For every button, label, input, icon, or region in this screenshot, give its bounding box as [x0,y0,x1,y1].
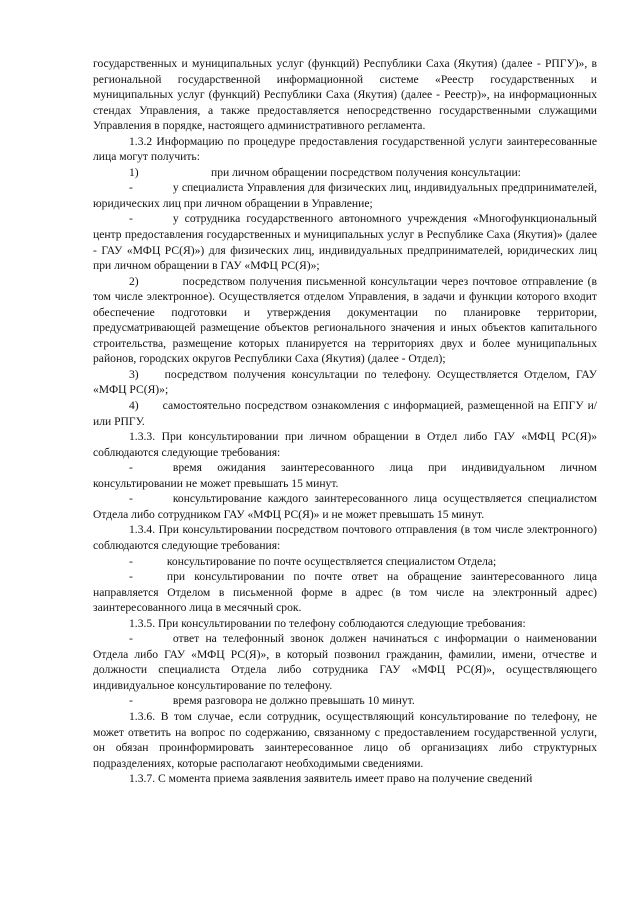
list-item-2 [93,274,597,367]
bullet-text: при консультировании по почте ответ на обращение заинтересованного лица направляется Отделом в письменной форме в адрес (в том числе на электронный адрес) заинтересованного лица в месячный срок. [93,570,597,615]
bullet-item [93,554,597,570]
list-marker: 3) [129,367,139,381]
bullet-marker: - [129,492,133,506]
bullet-text: время ожидания заинтересованного лица при индивидуальном личном консультировании не может превышать 15 минут. [93,461,597,490]
paragraph-1-3-6: 1.3.6. В том случае, если сотрудник, осуществляющий консультирование по телефону, не может ответить на вопрос по содержанию, связанному с предоставлением государственной услуги, он обязан проинформировать заинтересованное лицо об организациях либо структурных подразделениях, которые располагают необходимыми сведениями. [93,709,597,770]
bullet-text: время разговора не должно превышать 10 минут. [172,694,415,708]
bullet-marker: - [129,632,133,646]
paragraph-1-3-5: 1.3.5. При консультировании по телефону соблюдаются следующие требования: [129,616,526,630]
list-item-3 [93,367,597,398]
paragraph-1-3-4: 1.3.4. При консультировании посредством почтового отправления (в том числе электронного) соблюдаются следующие требования: [93,523,597,552]
bullet-item [93,460,597,491]
bullet-marker: - [129,554,133,568]
bullet-item [93,211,597,273]
bullet-text: ответ на телефонный звонок должен начинаться с информации о наименовании Отдела либо ГАУ «МФЦ РС(Я)», в который позвонил гражданин, фамилии, имени, отчестве и должности специалиста Отдела либо сотрудника ГАУ «МФЦ РС(Я)», осуществляющего индивидуальное консультирование по телефону. [93,632,597,692]
bullet-text: у сотрудника государственного автономного учреждения «Многофункциональный центр предоставления государственных и муниципальных услуг в Республике Саха (Якутия)» (далее - ГАУ «МФЦ РС(Я)») для физических лиц, индивидуальных предпринимателей, юридических лиц при личном обращении в ГАУ «МФЦ РС(Я)»; [93,212,597,273]
bullet-text: у специалиста Управления для физических лиц, индивидуальных предпринимателей, юридических лиц при личном обращении в Управление; [93,181,597,210]
bullet-item [93,180,597,211]
list-item-4 [93,398,597,429]
list-marker: 1) [129,165,139,179]
paragraph-1-3-7: 1.3.7. С момента приема заявления заявитель имеет право на получение сведений [129,772,533,786]
paragraph-1-3-3: 1.3.3. При консультировании при личном обращении в Отдел либо ГАУ «МФЦ РС(Я)» соблюдаются следующие требования: [93,430,597,459]
list-item-text: самостоятельно посредством ознакомления с информацией, размещенной на ЕПГУ и/или РПГУ. [93,399,597,428]
list-item-text: при личном обращении посредством получения консультации: [211,165,521,179]
bullet-marker: - [129,461,133,475]
bullet-marker: - [129,212,133,226]
list-item-text: посредством получения консультации по телефону. Осуществляется Отделом, ГАУ «МФЦ РС(Я)»; [93,367,597,397]
bullet-item [93,491,597,522]
document-body [93,56,597,787]
bullet-text: консультирование по почте осуществляется специалистом Отдела; [166,554,497,568]
paragraph-intro: государственных и муниципальных услуг (функций) Республики Саха (Якутия) (далее - РПГУ)», в региональной государственной информационной системе «Реестр государственных и муниципальных услуг (функций) Республики Саха (Якутия) (далее - Реестр)», на информационных стендах Управления, а также предоставляется непосредственно государственными служащими Управления в порядке, настоящего административного регламента. [93,57,597,133]
bullet-item [93,693,597,709]
bullet-text: консультирование каждого заинтересованного лица осуществляется специалистом Отдела либо сотрудником ГАУ «МФЦ РС(Я)» и не может превышать 15 минут. [93,492,597,521]
bullet-item [93,631,597,693]
list-marker: 2) [129,274,139,288]
bullet-marker: - [129,570,133,584]
list-item-1 [93,165,597,181]
bullet-item [93,569,597,616]
list-item-text: посредством получения письменной консультации через почтовое отправление (в том числе электронное). Осуществляется отделом Управления, в задачи и функции которого входит обеспечение подготовки и утверждения документации по планировке территории, предусматривающей размещение объектов регионального значения и иных объектов капитального строительства, размещение которых планируется на территориях двух и более муниципальных районов, городских округов Республики Саха (Якутия) (далее - Отдел); [93,274,597,366]
paragraph-1-3-2: 1.3.2 Информацию по процедуре предоставления государственной услуги заинтересованные лица могут получить: [93,134,597,164]
bullet-marker: - [129,694,133,708]
bullet-marker: - [129,181,133,195]
list-marker: 4) [129,399,139,413]
